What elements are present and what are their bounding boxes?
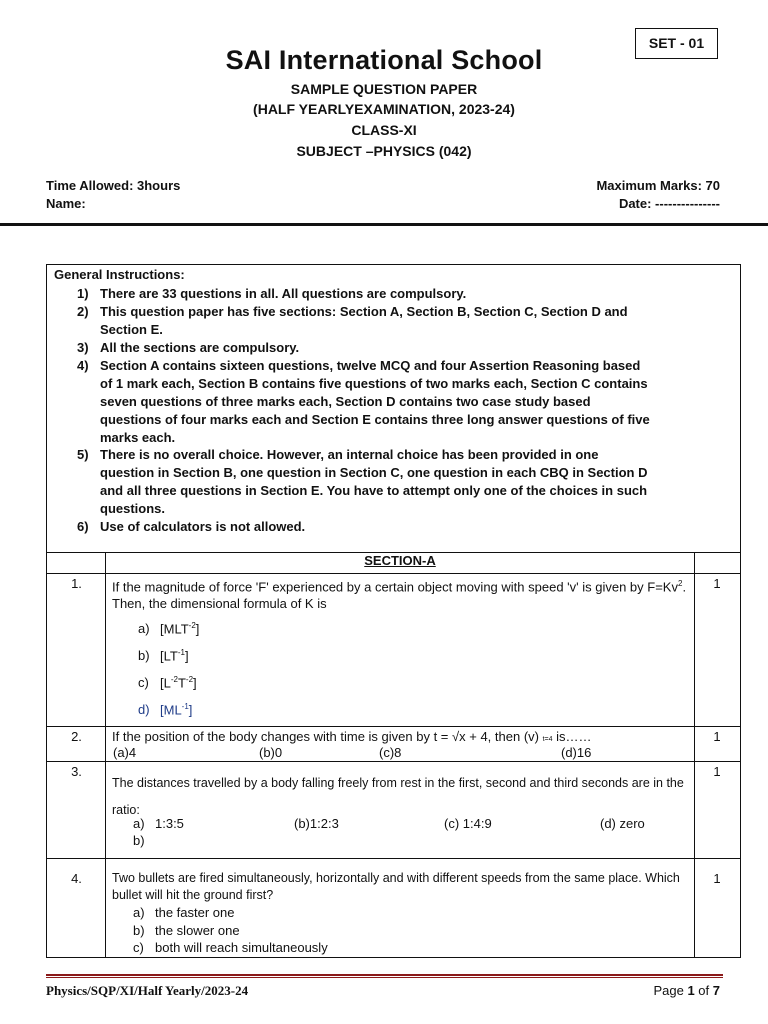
instructions-title: General Instructions:: [54, 267, 185, 282]
option-item: (d) zero: [600, 816, 645, 831]
instruction-text: All the sections are compulsory.: [100, 340, 300, 355]
page-number: Page 1 of 7: [653, 983, 720, 998]
instruction-text: There is no overall choice. However, an internal choice has been provided in one question in Section B, one question in Section C, one question in each CBQ in Section D and all three questions in Section E. You have to attempt only one of the choices in such questions.: [100, 447, 648, 516]
row-divider: [47, 761, 741, 762]
paper-type: SAMPLE QUESTION PAPER: [290, 81, 478, 97]
question-text: If the magnitude of force 'F' experienced by a certain object moving with speed 'v' is given by $F=Kv^2$. Then, the dimensional formula of K is: [112, 579, 687, 612]
class-label: CLASS-XI: [351, 122, 417, 138]
footer-rule: [46, 974, 723, 976]
column-divider: [694, 552, 695, 958]
question-text: The distances travelled by a body falling freely from rest in the first, second and third seconds are in the ratio:: [112, 776, 684, 817]
row-divider: [47, 573, 741, 574]
question-marks: 1: [713, 764, 721, 779]
instruction-number: 4): [77, 358, 89, 373]
question-number: 3.: [71, 764, 82, 779]
question-marks: 1: [713, 871, 721, 886]
option-item: (d)16: [561, 745, 592, 760]
question-text: Two bullets are fired simultaneously, horizontally and with different speeds from the same place. Which bullet will hit the ground first?: [112, 871, 680, 902]
question-marks: 1: [713, 729, 721, 744]
footer-paper-code: Physics/SQP/XI/Half Yearly/2023-24: [46, 983, 249, 998]
question-number: 4.: [71, 871, 82, 886]
set-label: SET - 01: [635, 28, 718, 59]
option-item: (a)4: [113, 745, 137, 760]
subject-label: SUBJECT –PHYSICS (042): [296, 143, 472, 159]
question-table: General Instructions: 1) There are 33 questions in all. All questions are compulsory. 2) This question paper has five sections: Section A, Section B, Section C, Section D and Section E. 3) All the sections are compulsory. 4) Section A contains sixteen questions, twelve MCQ and four Assertion Reasoning based of 1 mark each, Section B contains five questions of two marks each, Section C contains seven questions of three marks each, Section D contains two case study based questions of four marks each and Section E contains three long answer questions of five marks each. 5) There is no overall choice. However, an internal choice has been provided in one question in Section B, one question in Section C, one question in each CBQ in Section D and all three questions in Section E. You have to attempt only one of the choices in such questions. 6) Use of calculators is not allowed. SECTION-A 1. 1 If the magnitude of force 'F' experienced by a certain object moving with speed 'v' is given by $F=Kv^2$. Then, the dimensional formula of K is a) $[MLT^{-2}]$ b) $[LT^{-1}]$ c) $[L^{-2}T^{-2}]$ d) $[ML^{-1}]$ 2. 1 If the position of the body changes with time is given by t = √x + 4, then (v) t=4 is…… (a)4 (b)0 (c)8 (d)16 3. 1 The distances travelled by a body falling freely from rest in the first, second and third seconds are in the ratio: a) 1:3:5 (b)1:2:3 (c) 1:4:9 (d) zero b) 4. 1 Two bullets are fired simultaneously, horizontally and with different speeds from the same place. Which bullet will hit the ground first? a) the faster one b) the slower one c) both will reach simultaneously: [46, 264, 741, 958]
option-item: (c)8: [379, 745, 402, 760]
row-divider: [47, 858, 741, 859]
instruction-number: 2): [77, 304, 89, 319]
instruction-text: Use of calculators is not allowed.: [100, 519, 306, 534]
question-marks: 1: [713, 576, 721, 591]
time-allowed: Time Allowed: 3hours: [46, 178, 181, 193]
row-divider: [47, 726, 741, 727]
instruction-number: 1): [77, 286, 89, 301]
instruction-number: 6): [77, 519, 89, 534]
option-item: (b)0: [259, 745, 283, 760]
max-marks: Maximum Marks: 70: [596, 178, 720, 193]
column-divider: [105, 552, 106, 958]
question-text: If the position of the body changes with time is given by t = √x + 4, then (v) t=4 is……: [112, 729, 592, 744]
instruction-text: This question paper has five sections: Section A, Section B, Section C, Section D and Section E.: [100, 304, 628, 337]
option-item: (b)1:2:3: [294, 816, 339, 831]
instruction-text: Section A contains sixteen questions, twelve MCQ and four Assertion Reasoning based of 1 mark each, Section B contains five questions of two marks each, Section C contains seven questions of three marks each, Section D contains two case study based questions of four marks each and Section E contains three long answer questions of five marks each.: [100, 358, 650, 445]
footer-rule: [46, 977, 723, 978]
question-number: 1.: [71, 576, 82, 591]
header-divider: [0, 223, 768, 226]
exam-name: (HALF YEARLYEXAMINATION, 2023-24): [253, 101, 515, 117]
instruction-number: 3): [77, 340, 89, 355]
section-a-title: SECTION-A: [364, 553, 436, 568]
date-label: Date: ---------------: [618, 196, 720, 211]
school-name: SAI International School: [225, 45, 543, 75]
instruction-text: There are 33 questions in all. All questions are compulsory.: [100, 286, 467, 301]
name-label: Name:: [46, 196, 86, 211]
option-item: (c) 1:4:9: [444, 816, 492, 831]
instruction-number: 5): [77, 447, 89, 462]
question-number: 2.: [71, 729, 82, 744]
